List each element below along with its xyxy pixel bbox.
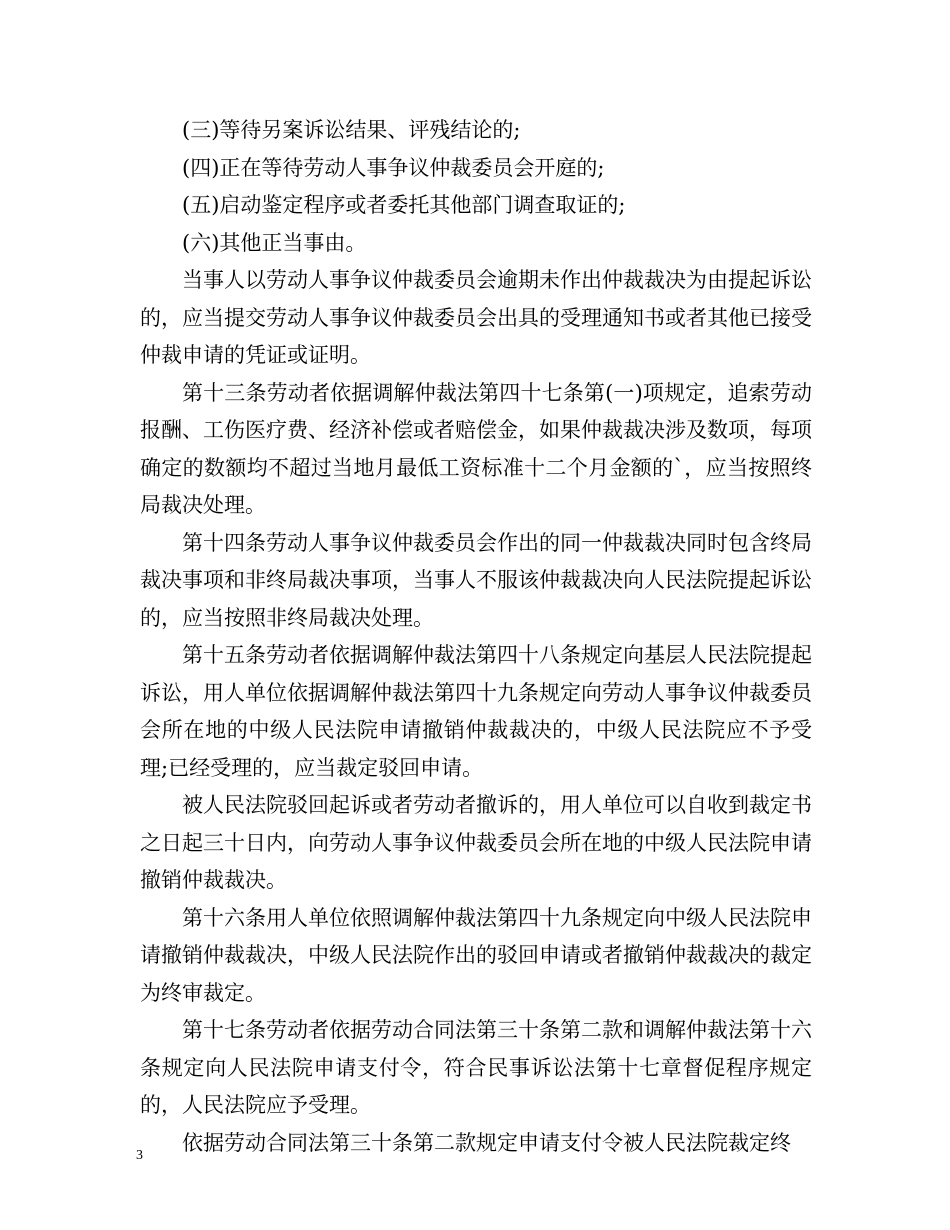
paragraph-dismissal-withdrawal: 被人民法院驳回起诉或者劳动者撤诉的，用人单位可以自收到裁定书之日起三十日内，向劳动人事争议仲裁委员会所在地的中级人民法院申请撤销仲裁裁决。 [140,793,812,892]
paragraph-overdue-arbitration: 当事人以劳动人事争议仲裁委员会逾期未作出仲裁裁决为由提起诉讼的，应当提交劳动人事争议仲裁委员会出具的受理通知书或者其他已接受仲裁申请的凭证或证明。 [140,268,812,367]
paragraph-item-3: (三)等待另案诉讼结果、评残结论的; [182,118,521,142]
paragraph-item-4: (四)正在等待劳动人事争议仲裁委员会开庭的; [182,155,605,180]
paragraph-item-5: (五)启动鉴定程序或者委托其他部门调查取证的; [182,193,626,217]
paragraph-item-6: (六)其他正当事由。 [182,230,367,255]
paragraph-article-13: 第十三条劳动者依据调解仲裁法第四十七条第(一)项规定，追索劳动报酬、工伤医疗费、经济补偿或者赔偿金，如果仲裁裁决涉及数项，每项确定的数额均不超过当地月最低工资标准十二个月金额的`，应当按照终局裁决处理。 [140,380,812,517]
paragraph-payment-order: 依据劳动合同法第三十条第二款规定申请支付令被人民法院裁定终 [182,1130,791,1155]
paragraph-article-15: 第十五条劳动者依据调解仲裁法第四十八条规定向基层人民法院提起诉讼，用人单位依据调解仲裁法第四十九条规定向劳动人事争议仲裁委员会所在地的中级人民法院申请撤销仲裁裁决的，中级人民法院应不予受理;已经受理的，应当裁定驳回申请。 [140,643,812,780]
paragraph-article-16: 第十六条用人单位依照调解仲裁法第四十九条规定向中级人民法院申请撤销仲裁裁决，中级人民法院作出的驳回申请或者撤销仲裁裁决的裁定为终审裁定。 [140,905,812,1005]
paragraph-article-14: 第十四条劳动人事争议仲裁委员会作出的同一仲裁裁决同时包含终局裁决事项和非终局裁决事项，当事人不服该仲裁裁决向人民法院提起诉讼的，应当按照非终局裁决处理。 [140,530,812,630]
page-number: 3 [136,1148,143,1163]
document-body [140,112,812,1162]
paragraph-article-17: 第十七条劳动者依据劳动合同法第三十条第二款和调解仲裁法第十六条规定向人民法院申请支付令，符合民事诉讼法第十七章督促程序规定的，人民法院应予受理。 [140,1018,812,1117]
